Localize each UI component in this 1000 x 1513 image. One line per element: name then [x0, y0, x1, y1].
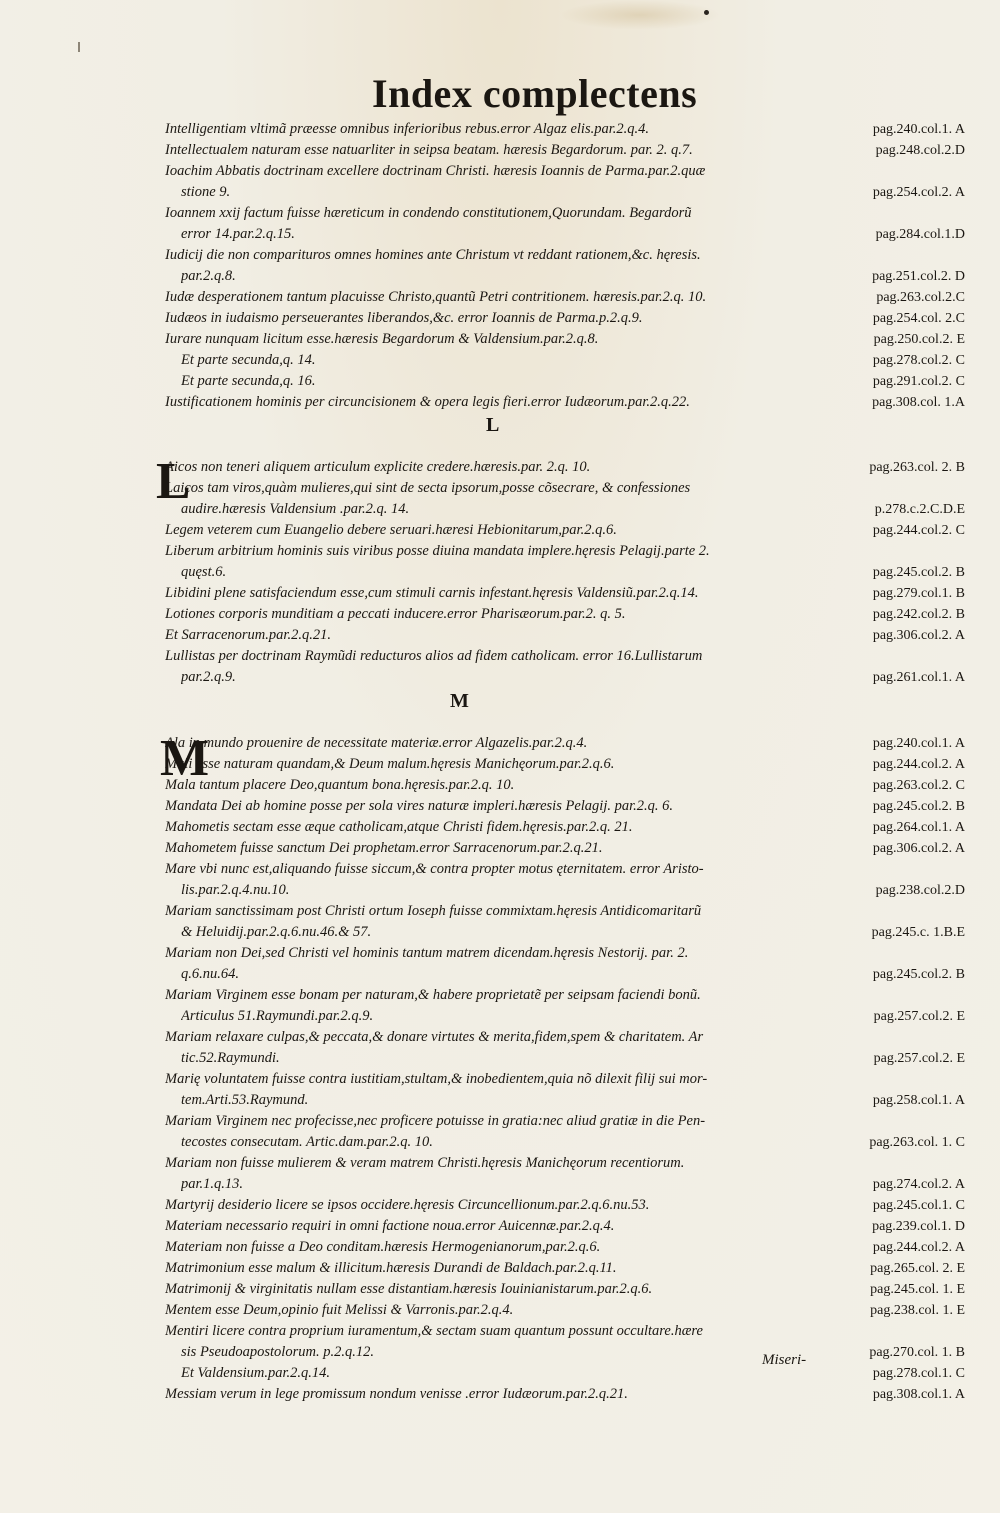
entry-page-ref: pag.261.col.1. A — [872, 670, 965, 685]
index-entry — [165, 499, 965, 520]
page-title: Index complectens — [372, 71, 698, 116]
entry-page-ref: pag.284.col.1.D — [875, 227, 965, 242]
entry-page-ref: pag.258.col.1. A — [872, 1093, 965, 1108]
entry-text: Iudæos in iudaismo perseuerantes liberandos,&c. error Ioannis de Parma.p.2.q.9. — [165, 310, 643, 326]
index-entry — [165, 1090, 965, 1111]
index-entry — [165, 964, 965, 985]
index-entry — [165, 182, 965, 203]
index-entry — [165, 1111, 965, 1132]
entry-text: Mentem esse Deum,opinio fuit Melissi & Varronis.par.2.q.4. — [165, 1302, 514, 1318]
index-entry — [165, 1258, 965, 1279]
index-entry — [165, 161, 965, 182]
index-block-l — [165, 457, 965, 688]
entry-text: & Heluidij.par.2.q.6.nu.46.& 57. — [181, 924, 372, 940]
entry-page-ref: p.278.c.2.C.D.E — [874, 502, 965, 517]
index-entry — [165, 224, 965, 245]
entry-page-ref: pag.263.col.2.C — [876, 290, 965, 305]
entry-text: Materiam non fuisse a Deo conditam.hæresis Hermogenianorum,par.2.q.6. — [165, 1239, 601, 1255]
entry-text: Mentiri licere contra proprium iuramentum,& sectam suam quantum possunt occultare.hære — [165, 1323, 703, 1339]
index-entry — [165, 880, 965, 901]
dropcap-m: M — [160, 730, 210, 787]
index-entry — [165, 287, 965, 308]
entry-text: Martyrij desiderio licere se ipsos occidere.hęresis Circuncellionum.par.2.q.6.nu.53. — [165, 1197, 650, 1213]
index-entry — [165, 838, 965, 859]
entry-page-ref: pag.245.col.1. C — [872, 1198, 965, 1213]
entry-page-ref: pag.291.col.2. C — [872, 374, 965, 389]
entry-text: error 14.par.2.q.15. — [181, 226, 295, 242]
entry-page-ref: pag.306.col.2. A — [872, 628, 965, 643]
index-entry — [165, 520, 965, 541]
index-entry — [165, 985, 965, 1006]
index-entry — [165, 266, 965, 287]
entry-text: Legem veterem cum Euangelio debere seruari.hæresi Hebionitarum,par.2.q.6. — [165, 522, 617, 538]
entry-text: tem.Arti.53.Raymund. — [181, 1092, 309, 1108]
index-block-i — [165, 119, 965, 413]
entry-text: par.2.q.9. — [181, 669, 236, 685]
index-entry — [165, 1216, 965, 1237]
index-entry — [165, 562, 965, 583]
index-entry — [165, 667, 965, 688]
index-entry — [165, 329, 965, 350]
entry-text: q.6.nu.64. — [181, 966, 239, 982]
entry-page-ref: pag.245.col.2. B — [872, 799, 965, 814]
entry-page-ref: pag.245.col. 1. E — [870, 1282, 965, 1297]
entry-text: Mariam relaxare culpas,& peccata,& donare virtutes & merita,fidem,spem & charitatem. Ar — [165, 1029, 704, 1045]
index-entry — [165, 1363, 965, 1384]
entry-text: Iustificationem hominis per circuncisionem & opera legis fieri.error Iudæorum.par.2.q.22. — [165, 394, 690, 410]
entry-page-ref: pag.245.c. 1.B.E — [871, 925, 965, 940]
index-entry — [165, 1237, 965, 1258]
entry-text: Mariam non Dei,sed Christi vel hominis tantum matrem dicendam.hęresis Nestorij. par. 2. — [165, 945, 689, 961]
entry-page-ref: pag.244.col.2. A — [872, 1240, 965, 1255]
entry-text: Et parte secunda,q. 16. — [181, 373, 316, 389]
index-entry — [165, 775, 965, 796]
edge-mark — [78, 42, 80, 52]
entry-page-ref: pag.254.col. 2.C — [872, 311, 965, 326]
entry-text: par.1.q.13. — [181, 1176, 244, 1192]
entry-text: Intellectualem naturam esse natuarliter in seipsa beatam. hæresis Begardorum. par. 2. q.7. — [165, 142, 693, 158]
entry-text: Ioannem xxij factum fuisse hæreticum in condendo constitutionem,Quorundam. Begardorũ — [165, 205, 692, 221]
index-entry — [165, 1069, 965, 1090]
entry-page-ref: pag.250.col.2. E — [873, 332, 965, 347]
entry-text: sis Pseudoapostolorum. p.2.q.12. — [181, 1344, 374, 1360]
entry-page-ref: pag.240.col.1. A — [872, 122, 965, 137]
entry-text: Iudicij die non comparituros omnes homines ante Christum vt reddant rationem,&c. hęresis. — [165, 247, 701, 263]
index-entry — [165, 1300, 965, 1321]
entry-text: Mariam non fuisse mulierem & veram matrem Christi.hęresis Manichęorum recentiorum. — [165, 1155, 685, 1171]
index-entry — [165, 1384, 965, 1405]
index-entry — [165, 943, 965, 964]
entry-page-ref: pag.263.col. 1. C — [869, 1135, 965, 1150]
index-entry — [165, 922, 965, 943]
entry-text: Liberum arbitrium hominis suis viribus posse diuina mandata implere.hęresis Pelagij.parte 2. — [165, 543, 710, 559]
index-entry — [165, 308, 965, 329]
index-entry — [165, 478, 965, 499]
entry-text: Laicos tam viros,quàm mulieres,qui sint de secta ipsorum,posse cõsecrare, & confessiones — [165, 480, 691, 496]
entry-text: Matrimonij & virginitatis nullam esse distantiam.hæresis Iouinianistarum.par.2.q.6. — [165, 1281, 653, 1297]
entry-text: tic.52.Raymundi. — [181, 1050, 280, 1066]
entry-page-ref: pag.263.col. 2. B — [869, 460, 965, 475]
entry-page-ref: pag.240.col.1. A — [872, 736, 965, 751]
index-entry — [165, 754, 965, 775]
entry-text: Et Sarracenorum.par.2.q.21. — [165, 627, 331, 643]
index-block-m — [165, 733, 965, 1405]
entry-text: tecostes consecutam. Artic.dam.par.2.q. 10. — [181, 1134, 433, 1150]
entry-text: Iudæ desperationem tantum placuisse Christo,quantũ Petri contritionem. hæresis.par.2.q. 10. — [165, 289, 707, 305]
entry-page-ref: pag.264.col.1. A — [872, 820, 965, 835]
entry-text: Mandata Dei ab homine posse per sola vires naturæ impleri.hæresis Pelagij. par.2.q. 6. — [165, 798, 674, 814]
entry-text: stione 9. — [181, 184, 231, 200]
entry-text: Iurare nunquam licitum esse.hæresis Begardorum & Valdensium.par.2.q.8. — [165, 331, 599, 347]
index-entry — [165, 604, 965, 625]
entry-text: Et Valdensium.par.2.q.14. — [181, 1365, 331, 1381]
entry-page-ref: pag.278.col.2. C — [872, 353, 965, 368]
index-entry — [165, 1342, 965, 1363]
entry-text: Mala tantum placere Deo,quantum bona.hęresis.par.2.q. 10. — [165, 777, 515, 793]
entry-text: Lotiones corporis munditiam a peccati inducere.error Pharisæorum.par.2. q. 5. — [165, 606, 626, 622]
entry-page-ref: pag.279.col.1. B — [872, 586, 965, 601]
entry-text: Ala in mundo prouenire de necessitate materiæ.error Algazelis.par.2.q.4. — [165, 735, 588, 751]
entry-text: Mare vbi nunc est,aliquando fuisse siccum,& contra propter motus ęternitatem. error Aristo- — [165, 861, 704, 877]
entry-text: lis.par.2.q.4.nu.10. — [181, 882, 290, 898]
entry-page-ref: pag.254.col.2. A — [872, 185, 965, 200]
entry-page-ref: pag.248.col.2.D — [875, 143, 965, 158]
entry-page-ref: pag.278.col.1. C — [872, 1366, 965, 1381]
entry-text: Messiam verum in lege promissum nondum venisse .error Iudæorum.par.2.q.21. — [165, 1386, 628, 1402]
entry-text: par.2.q.8. — [181, 268, 236, 284]
entry-page-ref: pag.239.col.1. D — [872, 1219, 965, 1234]
index-entry — [165, 245, 965, 266]
entry-page-ref: pag.238.col. 1. E — [870, 1303, 965, 1318]
index-entry — [165, 1027, 965, 1048]
index-entry — [165, 1006, 965, 1027]
index-entry — [165, 1279, 965, 1300]
index-entry — [165, 371, 965, 392]
index-entry — [165, 1153, 965, 1174]
index-entry — [165, 203, 965, 224]
entry-text: Materiam necessario requiri in omni factione noua.error Auicennæ.par.2.q.4. — [165, 1218, 615, 1234]
entry-page-ref: pag.270.col. 1. B — [869, 1345, 965, 1360]
index-entry — [165, 646, 965, 667]
entry-text: Mahometem fuisse sanctum Dei prophetam.error Sarracenorum.par.2.q.21. — [165, 840, 603, 856]
entry-page-ref: pag.274.col.2. A — [872, 1177, 965, 1192]
entry-page-ref: pag.245.col.2. B — [872, 565, 965, 580]
entry-text: Marię voluntatem fuisse contra iustitiam,stultam,& inobedientem,quia nõ dilexit filij sui mor- — [165, 1071, 708, 1087]
index-entry — [165, 457, 965, 478]
entry-text: Mali esse naturam quandam,& Deum malum.hęresis Manichęorum.par.2.q.6. — [165, 756, 615, 772]
dropcap-l: L — [156, 453, 191, 510]
page-stain — [560, 0, 720, 30]
catchword: Miseri- — [762, 1352, 807, 1368]
entry-text: Aicos non teneri aliquem articulum explicite credere.hæresis.par. 2.q. 10. — [165, 459, 591, 475]
entry-page-ref: pag.263.col.2. C — [872, 778, 965, 793]
entry-text: Libidini plene satisfaciendum esse,cum stimuli carnis infestant.hęresis Valdensiũ.par.2.q.14. — [165, 585, 699, 601]
entry-text: Articulus 51.Raymundi.par.2.q.9. — [181, 1008, 374, 1024]
entry-text: quęst.6. — [181, 564, 227, 580]
entry-page-ref: pag.308.col. 1.A — [872, 395, 965, 410]
entry-text: Matrimonium esse malum & illicitum.hæresis Durandi de Baldach.par.2.q.11. — [165, 1260, 617, 1276]
section-heading-l: L — [486, 414, 500, 436]
entry-text: Mariam Virginem esse bonam per naturam,& habere proprietatẽ per seipsam faciendi bonũ. — [165, 987, 701, 1003]
index-entry — [165, 1321, 965, 1342]
entry-page-ref: pag.251.col.2. D — [872, 269, 965, 284]
index-entry — [165, 901, 965, 922]
index-entry — [165, 625, 965, 646]
index-entry — [165, 583, 965, 604]
index-entry — [165, 796, 965, 817]
index-entry — [165, 1132, 965, 1153]
entry-text: Mariam Virginem nec profecisse,nec proficere potuisse in gratia:nec aliud gratiæ in die Pen- — [165, 1113, 706, 1129]
entry-page-ref: pag.265.col. 2. E — [870, 1261, 965, 1276]
entry-page-ref: pag.244.col.2. A — [872, 757, 965, 772]
section-heading-m: M — [450, 690, 469, 712]
entry-text: Lullistas per doctrinam Raymũdi reducturos alios ad fidem catholicam. error 16.Lullistarum — [165, 648, 703, 664]
entry-text: Et parte secunda,q. 14. — [181, 352, 316, 368]
entry-page-ref: pag.242.col.2. B — [872, 607, 965, 622]
index-entry — [165, 733, 965, 754]
index-entry — [165, 541, 965, 562]
entry-page-ref: pag.244.col.2. C — [872, 523, 965, 538]
entry-text: audire.hæresis Valdensium .par.2.q. 14. — [181, 501, 410, 517]
entry-text: Mahometis sectam esse æque catholicam,atque Christi fidem.hęresis.par.2.q. 21. — [165, 819, 633, 835]
entry-page-ref: pag.257.col.2. E — [873, 1051, 965, 1066]
index-entry — [165, 1174, 965, 1195]
entry-page-ref: pag.306.col.2. A — [872, 841, 965, 856]
entry-text: Ioachim Abbatis doctrinam excellere doctrinam Christi. hæresis Ioannis de Parma.par.2.quæ — [165, 163, 706, 179]
index-entry — [165, 119, 965, 140]
index-entry — [165, 140, 965, 161]
index-entry — [165, 392, 965, 413]
entry-page-ref: pag.238.col.2.D — [875, 883, 965, 898]
index-entry — [165, 1195, 965, 1216]
index-entry — [165, 1048, 965, 1069]
ink-dot — [704, 10, 709, 15]
index-entry — [165, 859, 965, 880]
entry-page-ref: pag.245.col.2. B — [872, 967, 965, 982]
entry-text: Mariam sanctissimam post Christi ortum Ioseph fuisse commixtam.hęresis Antidicomaritarũ — [165, 903, 702, 919]
entry-page-ref: pag.308.col.1. A — [872, 1387, 965, 1402]
index-entry — [165, 817, 965, 838]
entry-page-ref: pag.257.col.2. E — [873, 1009, 965, 1024]
entry-text: Intelligentiam vltimã præesse omnibus inferioribus rebus.error Algaz elis.par.2.q.4. — [165, 121, 650, 137]
index-entry — [165, 350, 965, 371]
